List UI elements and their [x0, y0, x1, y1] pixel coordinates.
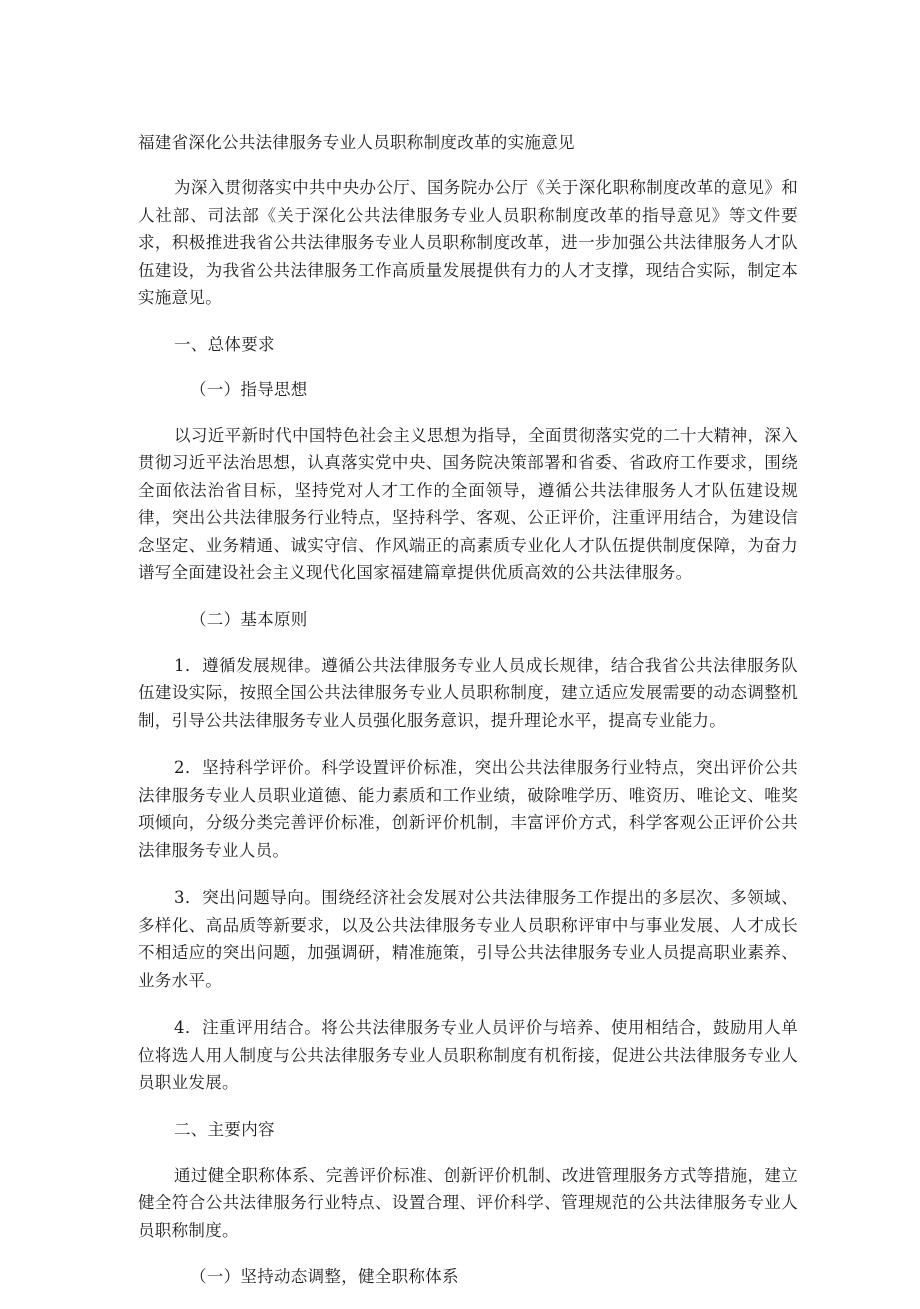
subsection-heading-basic-principles: （二）基本原则: [190, 609, 308, 629]
principle-item-4: 4．注重评用结合。将公共法律服务专业人员评价与培养、使用相结合，鼓励用人单位将选人用人制度与公共法律服务专业人员职称制度有机衔接，促进公共法律服务专业人员职业发展。: [138, 1018, 798, 1092]
principle-item-1: 1．遵循发展规律。遵循公共法律服务专业人员成长规律，结合我省公共法律服务队伍建设实际，按照全国公共法律服务专业人员职称制度，建立适应发展需要的动态调整机制，引导公共法律服务专业人员强化服务意识，提升理论水平，提高专业能力。: [138, 655, 798, 730]
main-content-paragraph: 通过健全职称体系、完善评价标准、创新评价机制、改进管理服务方式等措施，建立健全符合公共法律服务行业特点、设置合理、评价科学、管理规范的公共法律服务专业人员职称制度。: [138, 1165, 798, 1240]
subsection-heading-guiding-thought: （一）指导思想: [190, 379, 308, 399]
document-title: 福建省深化公共法律服务专业人员职称制度改革的实施意见: [138, 133, 575, 152]
section-heading-main-content: 二、主要内容: [174, 1119, 275, 1139]
subsection-heading-dynamic-adjustment: （一）坚持动态调整，健全职称体系: [190, 1267, 459, 1286]
principle-item-3: 3．突出问题导向。围绕经济社会发展对公共法律服务工作提出的多层次、多领域、多样化、高品质等新要求，以及公共法律服务专业人员职称评审中与事业发展、人才成长不相适应的突出问题，加强调研，精准施策，引导公共法律服务专业人员提高职业素养、业务水平。: [138, 888, 798, 990]
intro-paragraph: 为深入贯彻落实中共中央办公厅、国务院办公厅《关于深化职称制度改革的意见》和人社部、司法部《关于深化公共法律服务专业人员职称制度改革的指导意见》等文件要求，积极推进我省公共法律服务专业人员职称制度改革，进一步加强公共法律服务人才队伍建设，为我省公共法律服务工作高质量发展提供有力的人才支撑，现结合实际，制定本实施意见。: [138, 178, 798, 307]
section-heading-general-requirements: 一、总体要求: [174, 334, 275, 354]
guiding-thought-paragraph: 以习近平新时代中国特色社会主义思想为指导，全面贯彻落实党的二十大精神，深入贯彻习近平法治思想，认真落实党中央、国务院决策部署和省委、省政府工作要求，围绕全面依法治省目标，坚持党对人才工作的全面领导，遵循公共法律服务人才队伍建设规律，突出公共法律服务行业特点，坚持科学、客观、公正评价，注重评用结合，为建设信念坚定、业务精通、诚实守信、作风端正的高素质专业化人才队伍提供制度保障，为奋力谱写全面建设社会主义现代化国家福建篇章提供优质高效的公共法律服务。: [138, 425, 798, 582]
document-page: [138, 130, 798, 1309]
principle-item-2: 2．坚持科学评价。科学设置评价标准，突出公共法律服务行业特点，突出评价公共法律服务专业人员职业道德、能力素质和工作业绩，破除唯学历、唯资历、唯论文、唯奖项倾向，分级分类完善评价标准，创新评价机制，丰富评价方式，科学客观公正评价公共法律服务专业人员。: [138, 758, 798, 860]
